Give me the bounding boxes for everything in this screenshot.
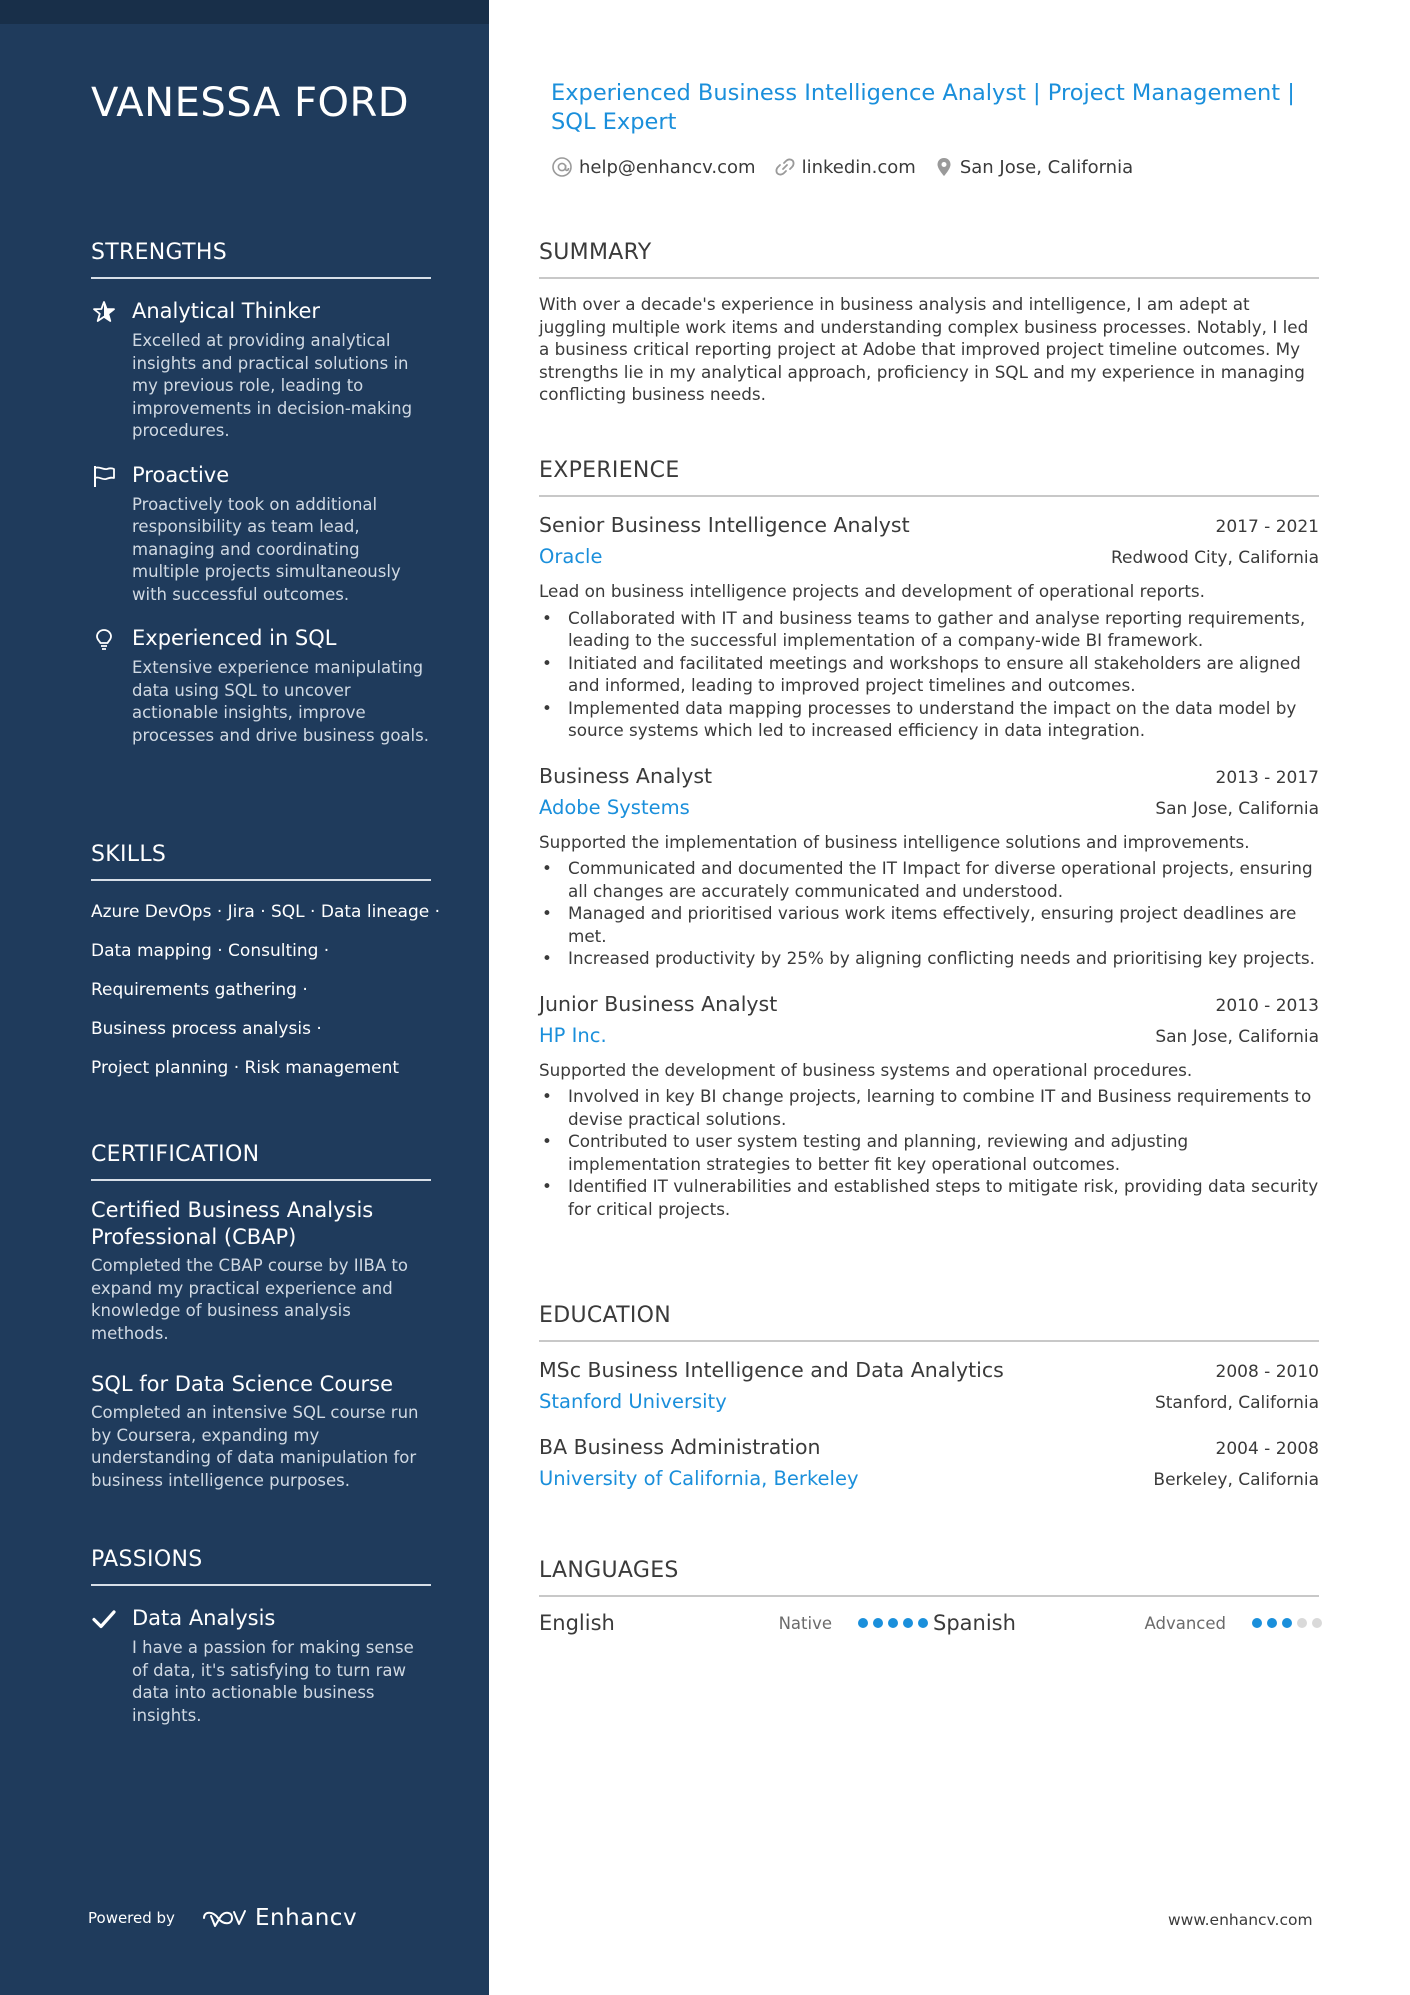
language-level: Native (778, 1613, 832, 1633)
job-entry (539, 513, 1319, 742)
footer-website[interactable]: www.enhancv.com (1168, 1911, 1313, 1929)
enhancv-logo[interactable] (201, 1905, 357, 1931)
contact-bar (551, 156, 1151, 178)
job-location: Redwood City, California (1110, 548, 1319, 568)
job-company[interactable]: HP Inc. (539, 1023, 607, 1047)
skill-line: Requirements gathering · (91, 980, 308, 1000)
sidebar (0, 0, 489, 1995)
candidate-name: VANESSA FORD (91, 80, 410, 126)
summary-text: With over a decade's experience in business analysis and intelligence, I am adept at juggling multiple work items and understanding complex business processes. Notably, I led a business critical reporting project at Adobe that improved project timeline outcomes. My strengths lie in my analytical approach, proficiency in SQL and my experience in managing conflicting business needs. (539, 294, 1309, 404)
skill-line: Azure DevOps · Jira · SQL · Data lineage · (91, 902, 441, 922)
job-entry (539, 992, 1319, 1221)
bullet-item: • Increased productivity by 25% by aligning conflicting needs and prioritising key projects. (539, 947, 1319, 970)
passions-section (91, 1547, 431, 1727)
language-item (933, 1611, 1327, 1635)
rating-dot-empty (1312, 1618, 1322, 1628)
job-location: San Jose, California (1155, 798, 1319, 819)
headline: Experienced Business Intelligence Analyst | Project Management | SQL Expert (551, 80, 1295, 135)
language-name: Spanish (933, 1611, 1016, 1635)
language-rating (858, 1618, 933, 1628)
school-name[interactable]: University of California, Berkeley (539, 1467, 859, 1490)
strength-item (91, 461, 431, 607)
bullet-item: • Managed and prioritised various work items effectively, ensuring project deadlines are met. (539, 902, 1319, 947)
rating-dot-filled (903, 1618, 913, 1628)
contact-location (934, 156, 1133, 178)
certification-title: SQL for Data Science Course (91, 1372, 393, 1396)
rating-dot-empty (1297, 1618, 1307, 1628)
rating-dot-filled (1267, 1618, 1277, 1628)
education-entry (539, 1435, 1319, 1490)
checkmark-icon (91, 1606, 117, 1632)
language-rating (1252, 1618, 1327, 1628)
rating-dot-filled (1252, 1618, 1262, 1628)
passion-description: I have a passion for making sense of data, it's satisfying to turn raw data into actionable business insights. (132, 1638, 414, 1725)
job-bullets (539, 607, 1319, 742)
certification-item (91, 1371, 431, 1492)
language-item (539, 1611, 933, 1635)
strength-title: Analytical Thinker (132, 299, 321, 323)
education-entry (539, 1358, 1319, 1413)
passion-item (91, 1604, 431, 1727)
skill-line: Business process analysis · (91, 1019, 322, 1039)
skill-line: Data mapping · Consulting · (91, 941, 330, 961)
certification-section (91, 1142, 431, 1492)
contact-linkedin[interactable] (774, 156, 916, 178)
school-location: Berkeley, California (1153, 1470, 1319, 1490)
bullet-item: • Implemented data mapping processes to understand the impact on the data model by source systems which led to increased efficiency in data integration. (539, 697, 1319, 742)
rating-dot-filled (888, 1618, 898, 1628)
strength-item (91, 297, 431, 443)
enhancv-logo-icon (201, 1906, 247, 1930)
job-company[interactable]: Oracle (539, 545, 603, 568)
passion-title: Data Analysis (132, 1606, 276, 1630)
contact-location-text: San Jose, California (959, 156, 1134, 178)
job-dates: 2013 - 2017 (1215, 767, 1319, 788)
contact-linkedin-text: linkedin.com (801, 156, 916, 178)
degree-title: MSc Business Intelligence and Data Analytics (539, 1358, 1004, 1382)
experience-heading: EXPERIENCE (539, 458, 1319, 497)
summary-section (539, 240, 1319, 406)
bullet-item: • Collaborated with IT and business teams to gather and analyse reporting requirements, leading to the successful implementation of a company-wide BI framework. (539, 607, 1319, 652)
job-entry (539, 764, 1319, 970)
certification-description: Completed an intensive SQL course run by Coursera, expanding my understanding of data manipulation for business intelligence purposes. (91, 1403, 419, 1490)
enhancv-brand: Enhancv (254, 1905, 358, 1931)
rating-dot-filled (858, 1618, 868, 1628)
contact-email-text: help@enhancv.com (579, 156, 756, 178)
skills-section (91, 842, 441, 1088)
certification-description: Completed the CBAP course by IIBA to expand my practical experience and knowledge of business analysis methods. (91, 1256, 408, 1343)
languages-row (539, 1611, 1319, 1635)
contact-email[interactable] (551, 156, 756, 178)
certification-item (91, 1197, 431, 1345)
strengths-heading: STRENGTHS (91, 240, 431, 279)
flag-icon (91, 463, 117, 489)
job-description: Supported the implementation of business intelligence solutions and improvements. (539, 831, 1250, 852)
certification-title: Certified Business Analysis Professional (CBAP) (91, 1198, 374, 1249)
languages-heading: LANGUAGES (539, 1558, 1319, 1597)
education-dates: 2004 - 2008 (1215, 1439, 1319, 1459)
job-description: Supported the development of business systems and operational procedures. (539, 1059, 1193, 1080)
link-icon (774, 156, 796, 178)
bullet-item: • Identified IT vulnerabilities and established steps to mitigate risk, providing data security for critical projects. (539, 1175, 1319, 1220)
rating-dot-filled (873, 1618, 883, 1628)
summary-heading: SUMMARY (539, 240, 1319, 279)
lightbulb-icon (91, 626, 117, 652)
job-title: Senior Business Intelligence Analyst (539, 513, 910, 537)
strength-description: Extensive experience manipulating data using SQL to uncover actionable insights, improve processes and drive business goals. (132, 658, 429, 745)
languages-section (539, 1558, 1319, 1635)
powered-by (88, 1905, 357, 1931)
job-dates: 2010 - 2013 (1215, 995, 1319, 1016)
language-level: Advanced (1144, 1613, 1226, 1633)
job-location: San Jose, California (1155, 1026, 1319, 1047)
school-name[interactable]: Stanford University (539, 1390, 727, 1413)
job-bullets (539, 857, 1319, 970)
rating-dot-filled (1282, 1618, 1292, 1628)
job-company[interactable]: Adobe Systems (539, 795, 690, 819)
rating-dot-filled (918, 1618, 928, 1628)
education-dates: 2008 - 2010 (1215, 1362, 1319, 1382)
powered-by-label: Powered by (88, 1909, 175, 1927)
at-icon (551, 156, 573, 178)
strength-description: Excelled at providing analytical insights and practical solutions in my previous role, leading to improvements in decision-making procedures. (132, 331, 413, 440)
strength-title: Experienced in SQL (132, 626, 337, 650)
job-description: Lead on business intelligence projects and development of operational reports. (539, 581, 1205, 601)
passions-heading: PASSIONS (91, 1547, 431, 1586)
bullet-item: • Initiated and facilitated meetings and workshops to ensure all stakeholders are aligned and informed, leading to improved project timelines and outcomes. (539, 652, 1319, 697)
sidebar-top-bar (0, 0, 489, 24)
job-title: Junior Business Analyst (539, 991, 778, 1016)
school-location: Stanford, California (1154, 1393, 1319, 1413)
skill-line: Project planning · Risk management (91, 1058, 400, 1078)
education-heading: EDUCATION (539, 1303, 1319, 1342)
certification-heading: CERTIFICATION (91, 1142, 431, 1181)
strength-description: Proactively took on additional responsibility as team lead, managing and coordinating multiple projects simultaneously with successful outcomes. (132, 494, 401, 604)
bullet-item: • Contributed to user system testing and planning, reviewing and adjusting implementation strategies to better fit key operational outcomes. (539, 1130, 1319, 1175)
strength-item (91, 624, 431, 747)
experience-section (539, 458, 1319, 1220)
bullet-item: • Involved in key BI change projects, learning to combine IT and Business requirements to devise practical solutions. (539, 1085, 1319, 1130)
language-name: English (539, 1611, 615, 1635)
job-dates: 2017 - 2021 (1215, 517, 1319, 537)
strength-title: Proactive (132, 462, 230, 487)
star-icon (91, 299, 117, 325)
skills-heading: SKILLS (91, 842, 431, 881)
degree-title: BA Business Administration (539, 1435, 821, 1459)
bullet-item: • Communicated and documented the IT Impact for diverse operational projects, ensuring all changes are accurately communicated and understood. (539, 857, 1319, 902)
skills-list (91, 893, 441, 1088)
location-pin-icon (934, 156, 954, 178)
job-bullets (539, 1085, 1319, 1220)
strengths-section (91, 240, 431, 747)
job-title: Business Analyst (539, 763, 713, 788)
education-section (539, 1303, 1319, 1490)
